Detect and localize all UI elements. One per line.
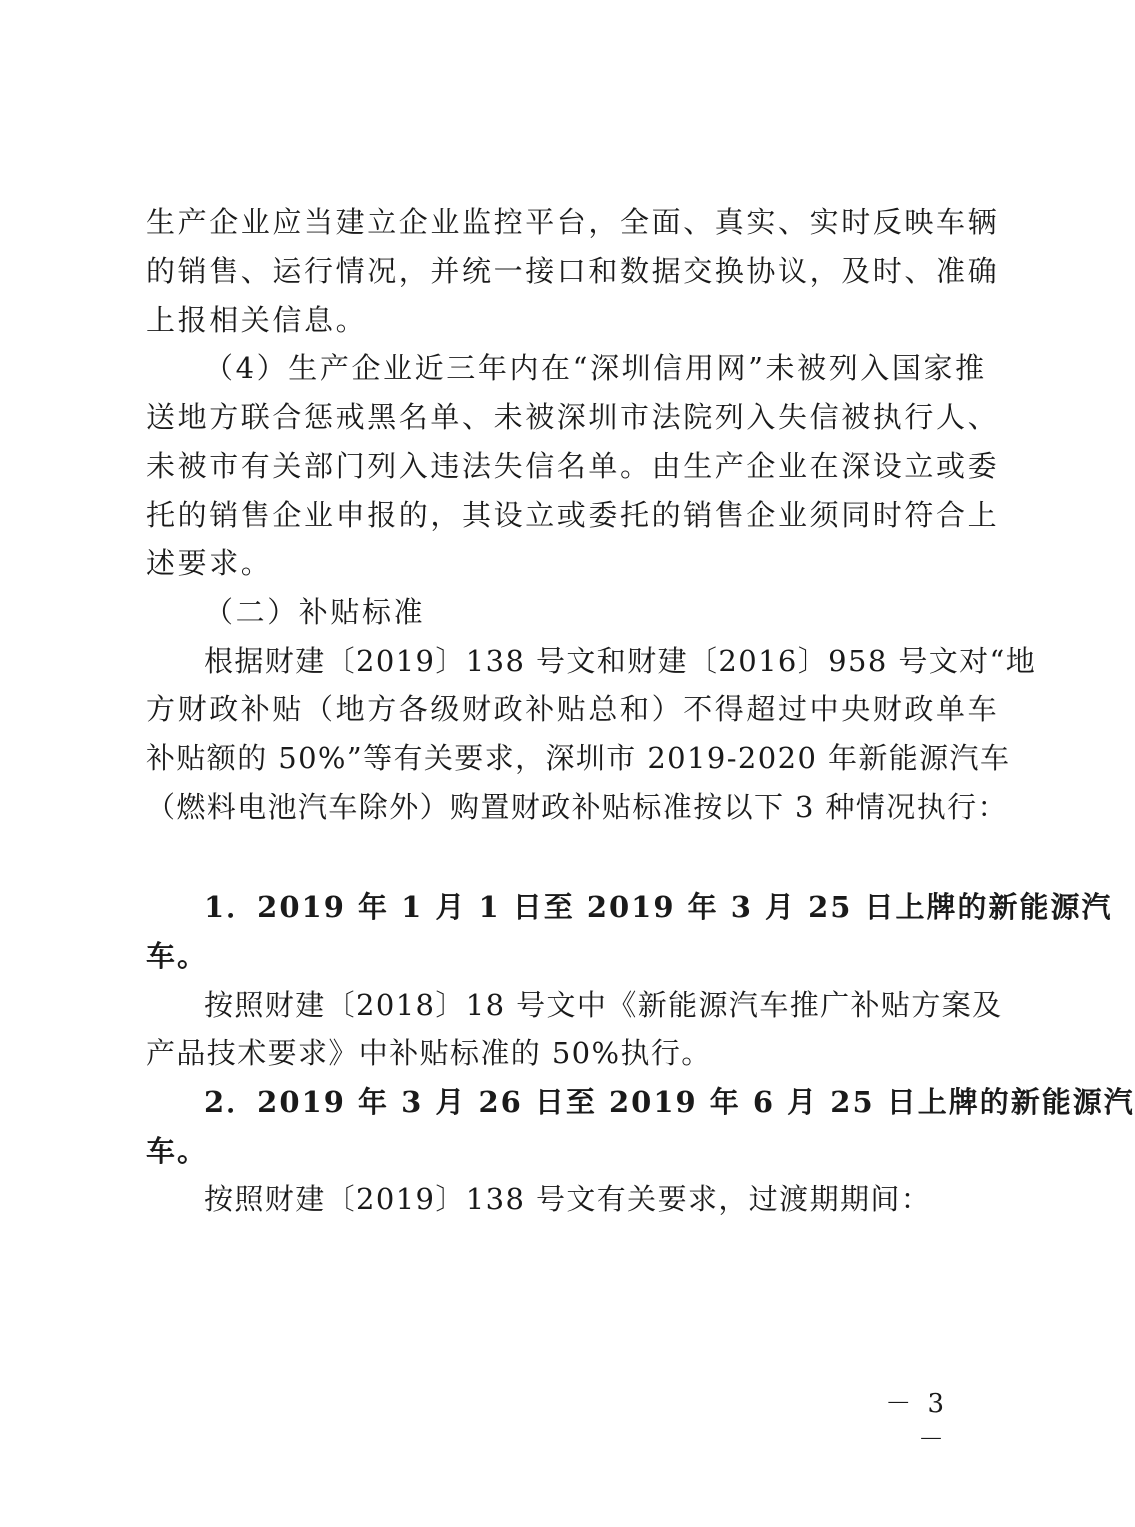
text-line-17: 产品技术要求》中补贴标准的 50%执行。 [146,1036,712,1070]
text-line-12: 补贴额的 50%”等有关要求，深圳市 2019-2020 年新能源汽车 [146,741,1011,775]
text-line-16: 按照财建〔2018〕18 号文中《新能源汽车推广补贴方案及 [204,988,1003,1022]
text-line-4: （4）生产企业近三年内在“深圳信用网”未被列入国家推 [204,351,987,385]
text-line-3: 上报相关信息。 [146,303,368,337]
text-line-11: 方财政补贴（地方各级财政补贴总和）不得超过中央财政单车 [146,692,1000,726]
text-line-1: 生产企业应当建立企业监控平台，全面、真实、实时反映车辆 [146,205,1000,239]
page-number: － 3 － [885,1389,948,1455]
text-line-7: 托的销售企业申报的，其设立或委托的销售企业须同时符合上 [146,498,1000,532]
text-line-20: 按照财建〔2019〕138 号文有关要求，过渡期期间： [204,1182,932,1216]
item-heading-1-cont: 车。 [146,939,209,973]
text-line-13: （燃料电池汽车除外）购置财政补贴标准按以下 3 种情况执行： [146,790,1008,824]
item-heading-2-cont: 车。 [146,1134,209,1168]
text-line-6: 未被市有关部门列入违法失信名单。由生产企业在深设立或委 [146,449,1000,483]
text-line-8: 述要求。 [146,546,273,580]
text-line-2: 的销售、运行情况，并统一接口和数据交换协议，及时、准确 [146,254,1000,288]
text-line-10: 根据财建〔2019〕138 号文和财建〔2016〕958 号文对“地 [204,644,1037,678]
section-heading: （二）补贴标准 [204,595,426,629]
text-line-5: 送地方联合惩戒黑名单、未被深圳市法院列入失信被执行人、 [146,400,1000,434]
item-heading-1: 1．2019 年 1 月 1 日至 2019 年 3 月 25 日上牌的新能源汽 [204,890,1113,924]
item-heading-2: 2．2019 年 3 月 26 日至 2019 年 6 月 25 日上牌的新能源汽 [204,1085,1135,1119]
